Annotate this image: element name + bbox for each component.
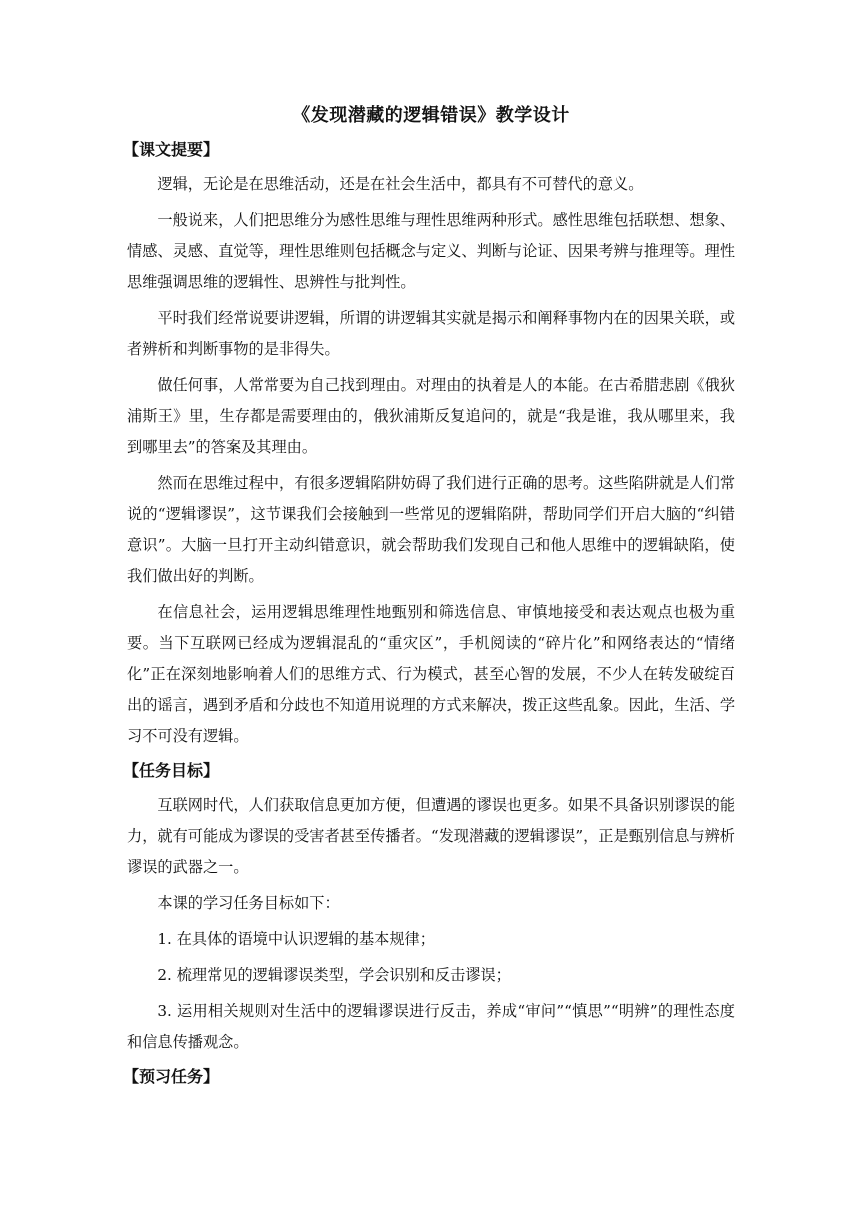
goals-paragraph-1: 互联网时代，人们获取信息更加方便，但遭遇的谬误也更多。如果不具备识别谬误的能力，就有可能成为谬误的受害者甚至传播者。“发现潜藏的逻辑谬误”，正是甄别信息与辨析谬误的武器之一。 [127, 796, 735, 876]
summary-paragraph-5: 然而在思维过程中，有很多逻辑陷阱妨碍了我们进行正确的思考。这些陷阱就是人们常说的“逻辑谬误”，这节课我们会接触到一些常见的逻辑陷阱，帮助同学们开启大脑的“纠错意识”。大脑一旦打开主动纠错意识，就会帮助我们发现自己和他人思维中的逻辑缺陷，使我们做出好的判断。 [127, 474, 735, 585]
document-page [123, 102, 735, 1096]
section-summary [123, 136, 735, 752]
summary-paragraph-4: 做任何事，人常常要为自己找到理由。对理由的执着是人的本能。在古希腊悲剧《俄狄浦斯王》里，生存都是需要理由的，俄狄浦斯反复追问的，就是“我是谁，我从哪里来，我到哪里去”的答案及其理由。 [127, 376, 735, 456]
summary-paragraph-3: 平时我们经常说要讲逻辑，所谓的讲逻辑其实就是揭示和阐释事物内在的因果关联，或者辨析和判断事物的是非得失。 [127, 309, 735, 358]
section-heading-summary: 【课文提要】 [123, 140, 220, 159]
goals-list-item-1: 1. 在具体的语境中认识逻辑的基本规律； [157, 930, 435, 948]
summary-paragraph-1: 逻辑，无论是在思维活动，还是在社会生活中，都具有不可替代的意义。 [157, 175, 644, 193]
section-heading-goals: 【任务目标】 [123, 761, 220, 780]
goals-list-item-3: 3. 运用相关规则对生活中的逻辑谬误进行反击，养成“审问”“慎思”“明辨”的理性态度和信息传播观念。 [127, 1002, 735, 1051]
goals-list [127, 924, 735, 1058]
section-goals [123, 757, 735, 1058]
goals-paragraph-2: 本课的学习任务目标如下： [157, 894, 340, 912]
document-title: 《发现潜藏的逻辑错误》教学设计 [292, 105, 570, 126]
section-preview [123, 1063, 735, 1090]
summary-paragraph-6: 在信息社会，运用逻辑思维理性地甄别和筛选信息、审慎地接受和表达观点也极为重要。当下互联网已经成为逻辑混乱的“重灾区”，手机阅读的“碎片化”和网络表达的“情绪化”正在深刻地影响着人们的思维方式、行为模式，甚至心智的发展，不少人在转发破绽百出的谣言，遇到矛盾和分歧也不知道用说理的方式来解决，拨正这些乱象。因此，生活、学习不可没有逻辑。 [127, 603, 735, 745]
summary-paragraph-2: 一般说来，人们把思维分为感性思维与理性思维两种形式。感性思维包括联想、想象、情感、灵感、直觉等，理性思维则包括概念与定义、判断与论证、因果考辨与推理等。理性思维强调思维的逻辑性、思辨性与批判性。 [127, 211, 735, 291]
goals-list-item-2: 2. 梳理常见的逻辑谬误类型，学会识别和反击谬误； [157, 966, 511, 984]
section-heading-preview: 【预习任务】 [123, 1067, 220, 1086]
